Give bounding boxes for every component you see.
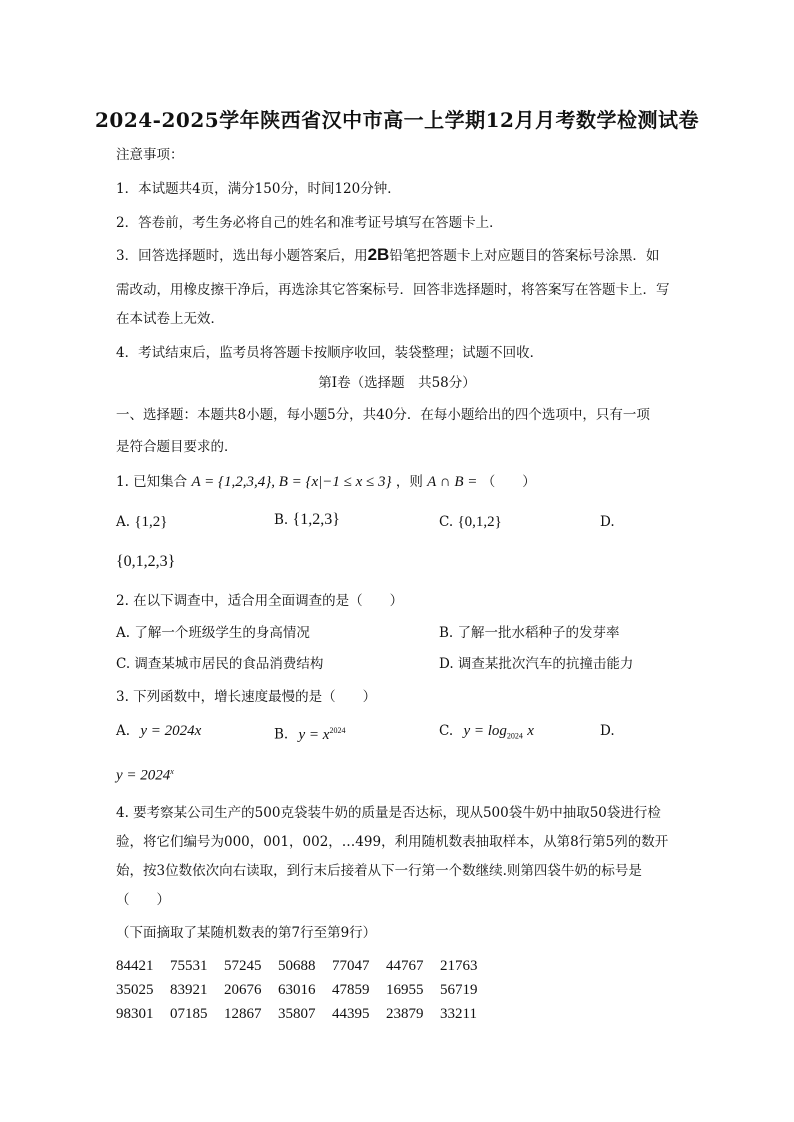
q1-expr: A ∩ B =: [427, 474, 478, 490]
random-table-row-7: [116, 957, 494, 975]
table-cell: 20676: [224, 982, 262, 998]
table-cell: 33211: [440, 1006, 477, 1022]
notice-item-4: 4．考试结束后，监考员将答题卡按顺序收回，装袋整理；试题不回收．: [116, 345, 544, 361]
table-cell: 84421: [116, 958, 154, 974]
table-cell: 83921: [170, 982, 208, 998]
q1-stem: [116, 473, 536, 491]
q4-table-caption: （下面摘取了某随机数表的第7行至第9行）: [116, 925, 377, 941]
table-cell: 98301: [116, 1006, 154, 1022]
q3-option-a: A. y = 2024x: [116, 723, 202, 739]
q4-blank: （ ）: [116, 892, 170, 908]
notice-item-3-part2: 铅笔把答题卡上对应题目的答案标号涂黑．如: [389, 248, 660, 264]
notice-item-3: [116, 246, 659, 265]
notice-item-3-cont: 需改动，用橡皮擦干净后，再选涂其它答案标号．回答非选择题时，将答案写在答题卡上．写: [116, 282, 670, 298]
q3-option-d: $y = 2024^x$: [116, 767, 174, 784]
table-cell: 47859: [332, 982, 370, 998]
q3-stem: 3. 下列函数中，增长速度最慢的是（ ）: [116, 689, 377, 705]
table-cell: 57245: [224, 958, 262, 974]
q3-option-b: B. $y = x^{2024}$: [274, 726, 346, 743]
q1-sets: A = {1,2,3,4}, B = {x|−1 ≤ x ≤ 3}: [191, 474, 392, 490]
q1-option-b: B. {1,2,3}: [274, 511, 340, 528]
notice-item-3-end: 在本试卷上无效．: [116, 311, 224, 327]
random-table-row-8: [116, 981, 494, 999]
table-cell: 50688: [278, 958, 316, 974]
section-intro-2: 是符合题目要求的．: [116, 439, 238, 455]
table-cell: 35807: [278, 1006, 316, 1022]
q2-option-c: C. 调查某城市居民的食品消费结构: [116, 656, 324, 672]
q2-option-b: B. 了解一批水稻种子的发芽率: [439, 625, 620, 641]
q4-line-2: 验，将它们编号为000，001，002，…499，利用随机数表抽取样本，从第8行第5列的数开: [116, 834, 669, 850]
table-cell: 12867: [224, 1006, 262, 1022]
table-cell: 35025: [116, 982, 154, 998]
notice-item-3-part1: 3．回答选择题时，选出每小题答案后，用: [116, 248, 368, 264]
q1-prefix: 1. 已知集合: [116, 474, 188, 490]
table-cell: 56719: [440, 982, 478, 998]
q2-option-d: D. 调查某批次汽车的抗撞击能力: [439, 656, 634, 672]
q4-line-1: 4. 要考察某公司生产的500克袋装牛奶的质量是否达标，现从500袋牛奶中抽取50袋进行检: [116, 805, 661, 821]
table-cell: 77047: [332, 958, 370, 974]
section-heading: 第Ⅰ卷（选择题 共58分）: [318, 375, 476, 391]
q1-option-a: A. {1,2}: [116, 514, 168, 530]
q1-option-d: {0,1,2,3}: [116, 553, 176, 570]
table-cell: 44395: [332, 1006, 370, 1022]
exam-title: 2024-2025学年陕西省汉中市高一上学期12月月考数学检测试卷: [95, 108, 699, 132]
q2-stem: 2. 在以下调查中，适合用全面调查的是（ ）: [116, 593, 404, 609]
random-table-row-9: [116, 1005, 494, 1023]
table-cell: 07185: [170, 1006, 208, 1022]
q1-option-d-label: D.: [600, 514, 615, 530]
q4-line-3: 始，按3位数依次向右读取，到行末后接着从下一行第一个数继续.则第四袋牛奶的标号是: [116, 863, 642, 879]
section-intro-1: 一、选择题：本题共8小题，每小题5分，共40分．在每小题给出的四个选项中，只有一项: [116, 407, 650, 423]
table-cell: 21763: [440, 958, 478, 974]
table-cell: 16955: [386, 982, 424, 998]
q2-option-a: A. 了解一个班级学生的身高情况: [116, 625, 310, 641]
table-cell: 75531: [170, 958, 208, 974]
notice-item-2: 2．答卷前，考生务必将自己的姓名和准考证号填写在答题卡上．: [116, 215, 503, 231]
q1-mid: ，则: [395, 474, 423, 490]
table-cell: 44767: [386, 958, 424, 974]
notice-item-1: 1．本试题共4页，满分150分，时间120分钟．: [116, 181, 401, 197]
q1-blank: （ ）: [481, 474, 536, 490]
q3-option-c: C. $y = \log_{2024} x$: [439, 723, 534, 741]
table-cell: 63016: [278, 982, 316, 998]
q3-option-d-label: D.: [600, 723, 615, 739]
table-cell: 23879: [386, 1006, 424, 1022]
q1-option-c: C. {0,1,2}: [439, 514, 502, 530]
pencil-type: 2B: [367, 245, 390, 264]
notice-heading: 注意事项：: [116, 147, 184, 163]
